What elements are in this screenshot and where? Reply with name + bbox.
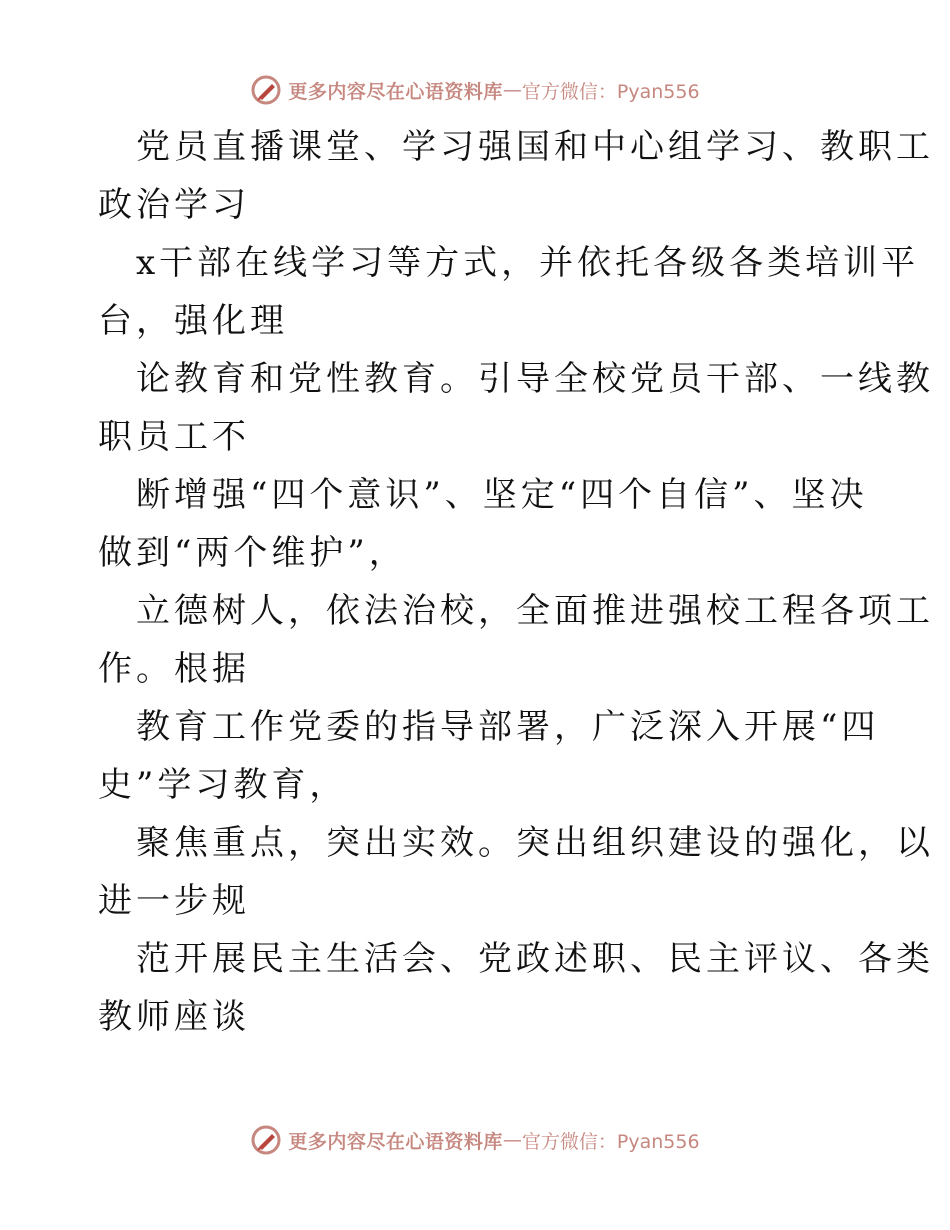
body-line: 职员工不: [98, 417, 250, 457]
body-line: 进一步规: [98, 881, 250, 921]
footer-banner-separator: —: [502, 1129, 522, 1151]
body-line: 教师座谈: [98, 997, 250, 1037]
body-line: 断增强“四个意识”、坚定“四个自信”、坚决: [136, 475, 868, 515]
body-line: 教育工作党委的指导部署，广泛深入开展“四: [136, 707, 880, 747]
pen-circle-logo-icon: [250, 1124, 282, 1156]
body-line: 论教育和党性教育。引导全校党员干部、一线教: [136, 359, 934, 399]
banner-contact: 官方微信：Pyan556: [521, 80, 700, 103]
banner-separator: —: [502, 79, 522, 101]
header-banner: [0, 70, 950, 110]
body-line: 政治学习: [98, 185, 250, 225]
body-line: 党员直播课堂、学习强国和中心组学习、教职工: [136, 127, 934, 167]
body-line: 作。根据: [98, 649, 250, 689]
body-line: 做到“两个维护”，: [98, 533, 407, 573]
document-body: [98, 118, 934, 1046]
body-line: 范开展民主生活会、党政述职、民主评议、各类: [136, 939, 934, 979]
body-line: 史”学习教育，: [98, 765, 348, 805]
banner-title: 更多内容尽在心语资料库: [288, 80, 503, 103]
footer-banner: [0, 1120, 950, 1160]
footer-banner-contact: 官方微信：Pyan556: [521, 1130, 700, 1153]
body-line: 立德树人，依法治校，全面推进强校工程各项工: [136, 591, 934, 631]
body-line: 聚焦重点，突出实效。突出组织建设的强化，以: [136, 823, 934, 863]
body-line: x干部在线学习等方式，并依托各级各类培训平: [136, 243, 920, 283]
body-line: 台，强化理: [98, 301, 288, 341]
pen-circle-logo-icon: [250, 74, 282, 106]
footer-banner-title: 更多内容尽在心语资料库: [288, 1130, 503, 1153]
